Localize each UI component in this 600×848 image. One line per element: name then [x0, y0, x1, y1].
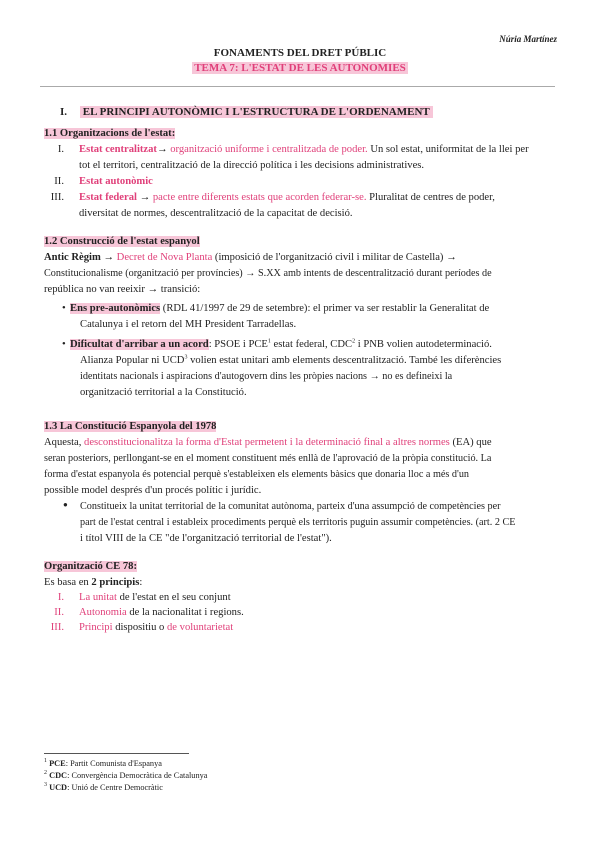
bullet-icon: •: [62, 339, 66, 350]
author-name: Núria Martínez: [499, 34, 557, 44]
bullet-icon: •: [62, 303, 66, 314]
footnote: $^2$ CDC: Convergència Democràtica de Catalunya: [44, 770, 208, 780]
footnote: $^1$ PCE: Partit Comunista d'Espanya: [44, 758, 162, 768]
footnote-divider: [44, 753, 189, 754]
section-heading: I. EL PRINCIPI AUTONÒMIC I L'ESTRUCTURA DE L'ORDENAMENT: [60, 104, 433, 121]
paragraph-line: Aquesta, desconstitucionalitza la forma d'Estat permetent i la determinació final a altres normes (EA) que: [44, 437, 492, 448]
bullet-icon: ●: [63, 500, 68, 509]
document-subtitle: TEMA 7: L'ESTAT DE LES AUTONOMIES: [194, 62, 406, 74]
subsection-heading: 1.3 La Constitució Espanyola del 1978: [44, 421, 217, 432]
subsection-heading: 1.1 Organitzacions de l'estat:: [44, 128, 176, 139]
footnote: $^3$ UCD: Unió de Centre Democràtic: [44, 782, 163, 792]
subsection-heading: 1.2 Construcció de l'estat espanyol: [44, 236, 200, 247]
document-title: FONAMENTS DEL DRET PÚBLIC: [213, 47, 387, 59]
paragraph-line: Antic Règim → Decret de Nova Planta (imposició de l'organització civil i militar de Castella) →: [44, 252, 457, 263]
paragraph-line: Es basa en 2 principis:: [44, 577, 143, 588]
subsection-heading: Organització CE 78:: [44, 561, 137, 572]
header-divider: [40, 86, 555, 87]
